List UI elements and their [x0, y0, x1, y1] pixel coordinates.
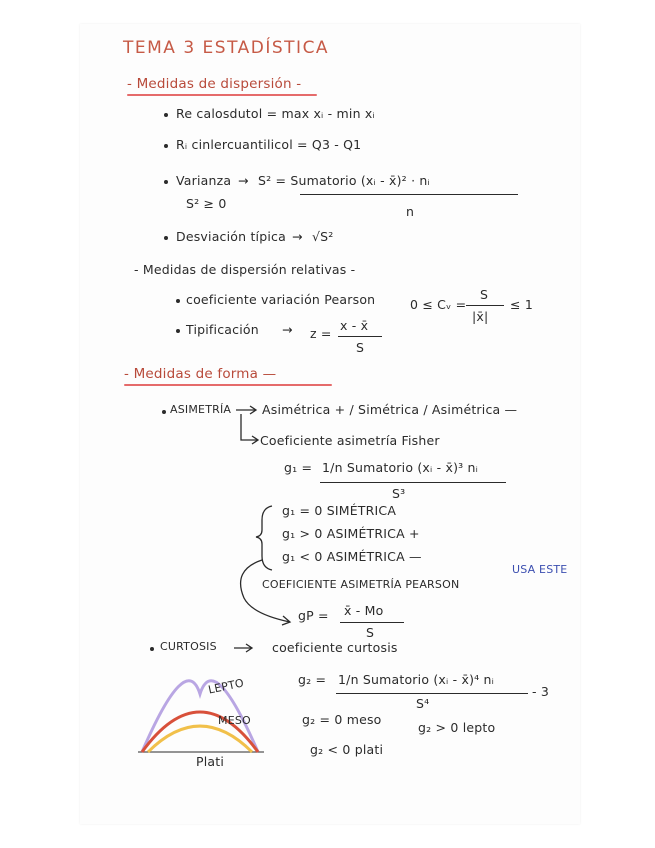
pearson-asimetria-label: COEFICIENTE ASIMETRÍA PEARSON — [262, 578, 460, 591]
fisher-case: g₁ = 0 SIMÉTRICA — [282, 503, 397, 518]
fisher-case: g₁ > 0 ASIMÉTRICA + — [282, 526, 420, 541]
section-heading-relative: - Medidas de dispersión relativas - — [134, 262, 356, 277]
arrow-icon: → — [292, 229, 303, 244]
arrow-icon: → — [282, 322, 293, 337]
fisher-label: Coeficiente asimetría Fisher — [260, 433, 440, 448]
g2-case: g₂ = 0 meso — [302, 712, 382, 727]
g2-case: g₂ > 0 lepto — [418, 720, 496, 735]
pearson-numerator: S — [480, 287, 489, 302]
varianza-label: Varianza — [176, 173, 232, 188]
desviacion-label: Desviación típica — [176, 229, 286, 244]
section-heading-dispersion: - Medidas de dispersión - — [127, 76, 302, 92]
tipificacion-numerator: x - x̄ — [340, 318, 369, 333]
pearson-right: ≤ 1 — [510, 297, 533, 312]
gp-left: gP = — [298, 608, 329, 623]
asimetria-label: ASIMETRÍA — [170, 403, 232, 416]
fisher-denominator: S³ — [392, 486, 406, 501]
varianza-condition: S² ≥ 0 — [186, 196, 227, 211]
usa-este-note: USA ESTE — [512, 563, 568, 576]
tipificacion-label: Tipificación — [186, 322, 259, 337]
g2-denominator: S⁴ — [416, 696, 430, 711]
varianza-numerator: S² = Sumatorio (xᵢ - x̄)² · nᵢ — [258, 173, 430, 188]
g2-case: g₂ < 0 plati — [310, 742, 384, 757]
recorrido-formula: Re calosdutol = max xᵢ - min xᵢ — [176, 106, 375, 121]
pearson-denominator: |x̄| — [472, 309, 489, 324]
g2-right: - 3 — [532, 684, 550, 699]
asimetria-types: Asimétrica + / Simétrica / Asimétrica — — [262, 402, 518, 417]
tipificacion-left: z = — [310, 326, 332, 341]
curve-label-plati: Plati — [196, 754, 225, 769]
curtosis-coef-label: coeficiente curtosis — [272, 640, 398, 655]
pearson-label: coeficiente variación Pearson — [186, 292, 376, 307]
g2-numerator: 1/n Sumatorio (xᵢ - x̄)⁴ nᵢ — [338, 672, 495, 687]
section-heading-forma: - Medidas de forma — — [124, 366, 277, 382]
curve-label-meso: MESO — [218, 714, 251, 727]
fisher-left: g₁ = — [284, 460, 313, 475]
g2-left: g₂ = — [298, 672, 327, 687]
fisher-case: g₁ < 0 ASIMÉTRICA — — [282, 549, 422, 564]
curtosis-label: CURTOSIS — [160, 640, 217, 653]
tipificacion-denominator: S — [356, 340, 365, 355]
pearson-left: 0 ≤ Cᵥ = — [410, 297, 467, 312]
varianza-denominator: n — [406, 204, 415, 219]
fisher-numerator: 1/n Sumatorio (xᵢ - x̄)³ nᵢ — [322, 460, 479, 475]
gp-numerator: x̄ - Mo — [344, 603, 384, 618]
gp-denominator: S — [366, 625, 375, 640]
curve-label-lepto: LEPTO — [207, 676, 246, 697]
arrow-icon: → — [238, 173, 249, 188]
rango-intercuartilico-formula: Rᵢ cinlercuantilicol = Q3 - Q1 — [176, 137, 362, 152]
page-title: TEMA 3 ESTADÍSTICA — [123, 38, 330, 58]
desviacion-formula: √S² — [312, 229, 334, 244]
